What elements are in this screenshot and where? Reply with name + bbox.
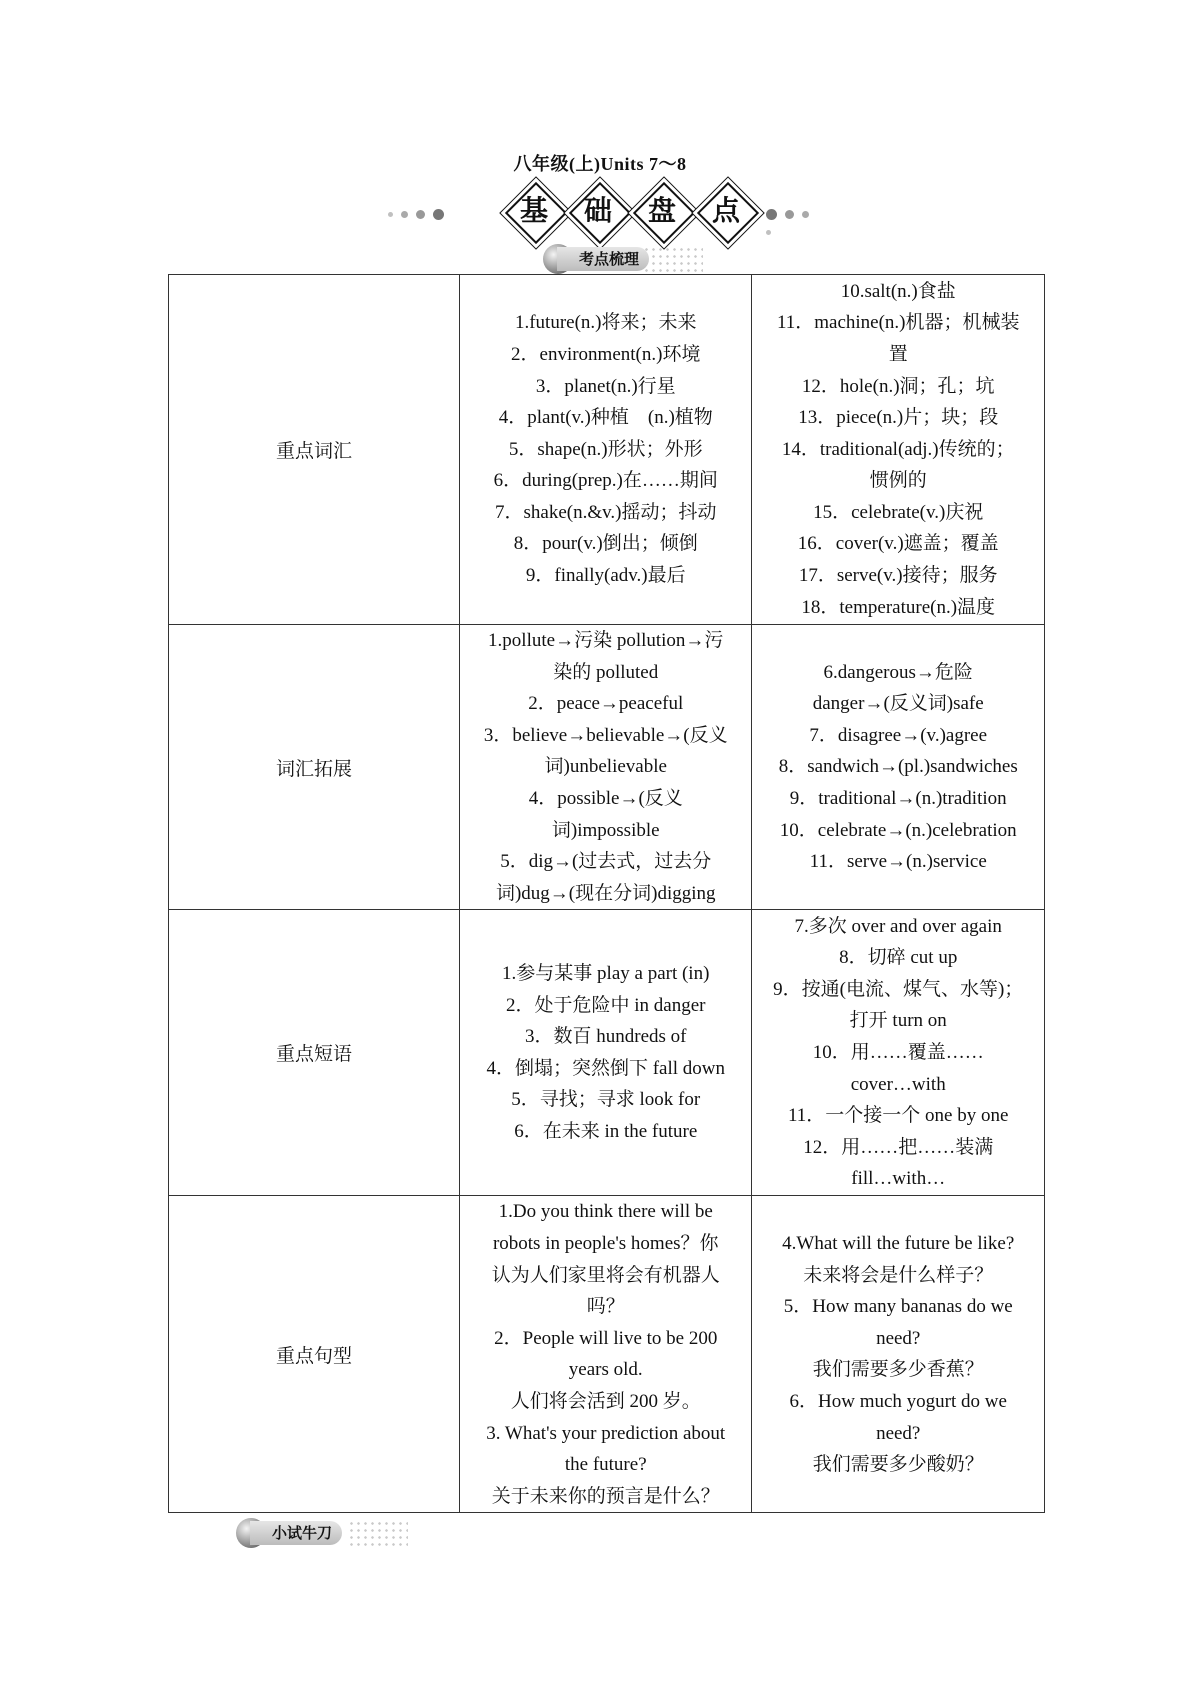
cell-line: danger→(反义词)safe [812,693,984,715]
cell-line: 6．How much yogurt do we [789,1390,1007,1412]
cell-line: 4．倒塌；突然倒下 fall down [486,1057,726,1079]
cell-line: 6.dangerous→危险 [823,661,973,683]
cell-line: 2．People will live to be 200 [494,1327,718,1349]
cell-line: 11．machine(n.)机器；机械装 [776,312,1020,334]
cell-line: 13．piece(n.)片；块；段 [798,407,999,429]
cell-line: 打开 turn on [849,1010,947,1032]
cell-line: need? [876,1422,921,1444]
cell-line: 10．用……覆盖…… [812,1042,984,1064]
banner-diamond-4 [698,183,754,239]
cell-line: 15．celebrate(v.)庆祝 [813,501,984,523]
banner-dots-left [384,205,448,217]
cell-line: 关于未来你的预言是什么？ [491,1485,720,1507]
banner-diamond-1 [506,183,562,239]
row-category: 词汇拓展 [169,625,460,910]
cell-line: 我们需要多少香蕉？ [812,1359,984,1381]
cell-line: 词)unbelievable [544,756,667,778]
cell-line: 吗？ [586,1296,625,1318]
cell-line: 6．during(prep.)在……期间 [493,470,718,492]
banner-char-4: 点 [711,194,740,227]
section-tag-label: 考点梳理 [557,247,649,271]
row-right-cell [752,275,1045,625]
banner-char-3: 盘 [647,194,676,227]
row-left-cell [460,1196,752,1513]
cell-line: 7．disagree→(v.)agree [809,724,988,746]
table-row [169,1196,1045,1513]
cell-line: 3．believe→believable→(反义 [483,724,728,746]
row-right-cell [752,625,1045,910]
cell-line: the future? [564,1454,647,1476]
cell-line: 2．处于危险中 in danger [506,994,706,1016]
cell-line: 1.Do you think there will be [498,1201,713,1223]
cell-line: 2．environment(n.)环境 [511,343,701,365]
row-category: 重点词汇 [169,275,460,625]
cell-line: 5．寻找；寻求 look for [511,1089,701,1111]
cell-line: 2．peace→peaceful [528,693,684,715]
cell-line: 置 [888,343,908,365]
cell-line: robots in people's homes？你 [492,1232,719,1254]
cell-line: cover…with [850,1073,946,1095]
cell-line: 8．pour(v.)倒出；倾倒 [513,533,698,555]
cell-line: 12．hole(n.)洞；孔；坑 [801,375,995,397]
cell-line: 7.多次 over and over again [794,915,1002,937]
cell-line: 1.future(n.)将来；未来 [514,312,697,334]
cell-line: 我们需要多少酸奶？ [812,1454,984,1476]
banner-dots-right [762,205,820,217]
cell-line: 11．一个接一个 one by one [788,1105,1009,1127]
unit-title: 八年级(上)Units 7～8 [513,154,687,174]
cell-line: 17．serve(v.)接待；服务 [798,565,998,587]
banner-char-1: 基 [519,194,548,227]
cell-line: 10.salt(n.)食盐 [840,280,956,302]
cell-line: 8．sandwich→(pl.)sandwiches [778,756,1018,778]
cell-line: 3．planet(n.)行星 [535,375,676,397]
row-right-cell [752,1196,1045,1513]
cell-line: 9．按通(电流、煤气、水等)； [773,978,1024,1000]
cell-line: 12．用……把……装满 [803,1136,994,1158]
table-row [169,625,1045,910]
cell-line: 5．dig→(过去式，过去分 [500,851,712,873]
cell-line: 3. What's your prediction about [486,1422,726,1444]
section-tag-label: 小试牛刀 [250,1521,342,1545]
row-right-cell [752,910,1045,1196]
cell-line: 3．数百 hundreds of [525,1026,687,1048]
cell-line: 10．celebrate→(n.)celebration [779,819,1017,841]
table-row [169,910,1045,1196]
cell-line: 1.参与某事 play a part (in) [502,963,710,985]
row-left-cell [460,275,752,625]
table-row [169,275,1045,625]
cell-line: 4.What will the future be like? [782,1232,1015,1254]
cell-line: 认为人们家里将会有机器人 [491,1264,720,1286]
banner-diamond-3 [634,183,690,239]
row-left-cell [460,910,752,1196]
cell-line: 14．traditional(adj.)传统的； [781,438,1015,460]
cell-line: 1.pollute→污染 pollution→污 [488,630,724,651]
cell-line: 18．temperature(n.)温度 [801,596,996,618]
cell-line: 词)dug→(现在分词)digging [495,882,716,904]
knowledge-table [168,274,1045,1513]
cell-line: 5．shape(n.)形状；外形 [508,438,703,460]
cell-line: 人们将会活到 200 岁。 [510,1390,701,1412]
row-left-cell [460,625,752,910]
cell-line: years old. [568,1359,643,1381]
cell-line: fill…with… [851,1168,946,1190]
row-category: 重点短语 [169,910,460,1196]
cell-line: 9．finally(adv.)最后 [525,565,686,587]
cell-line: 5．How many bananas do we [783,1296,1013,1318]
cell-line: 4．plant(v.)种植 (n.)植物 [498,407,713,429]
banner-diamond-2 [570,183,626,239]
cell-line: 11．serve→(n.)service [809,851,987,873]
cell-line: 染的 polluted [553,661,659,683]
banner-char-2: 础 [583,194,612,227]
row-category: 重点句型 [169,1196,460,1513]
cell-line: 4．possible→(反义 [528,787,683,809]
cell-line: 7．shake(n.&v.)摇动；抖动 [495,501,717,523]
cell-line: 词)impossible [551,819,660,841]
section-banner [420,183,820,239]
cell-line: 6．在未来 in the future [514,1121,698,1143]
cell-line: 惯例的 [869,470,927,492]
cell-line: 9．traditional→(n.)tradition [789,787,1007,809]
cell-line: need? [876,1327,921,1349]
cell-line: 未来将会是什么样子？ [803,1264,994,1286]
cell-line: 8．切碎 cut up [839,947,958,969]
cell-line: 16．cover(v.)遮盖；覆盖 [797,533,999,555]
